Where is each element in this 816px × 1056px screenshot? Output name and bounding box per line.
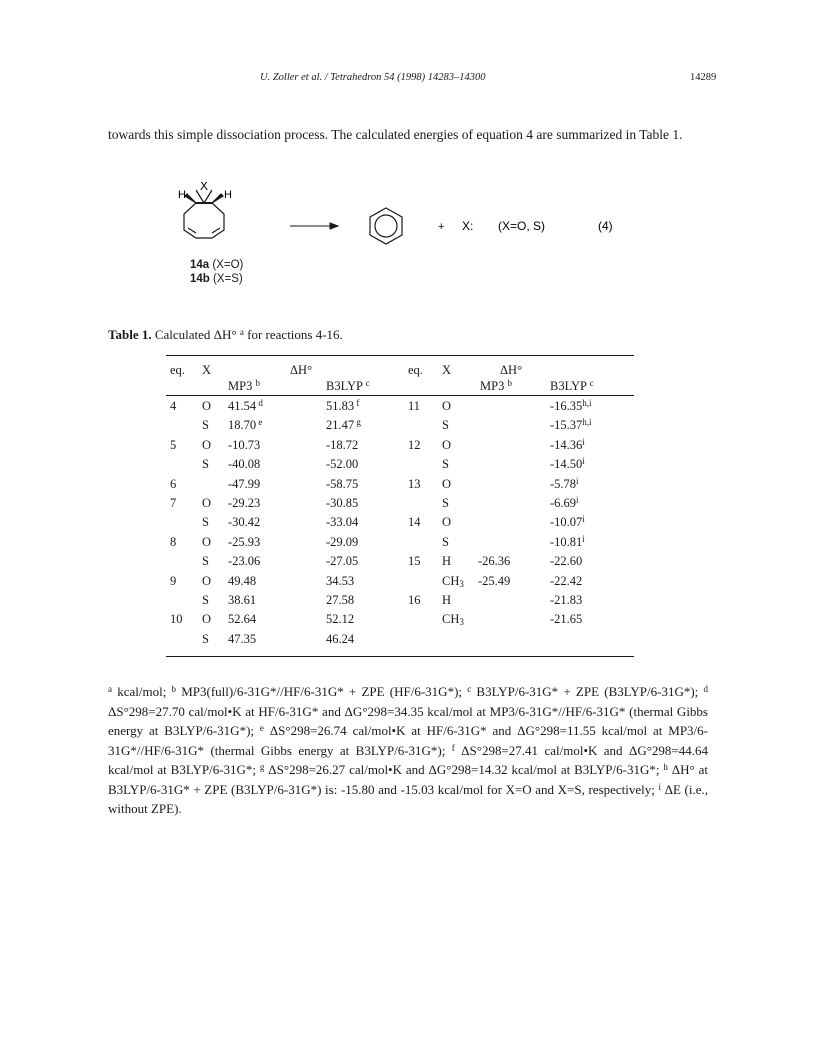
caption-14a: 14a (X=O) xyxy=(190,259,244,271)
cell-b3lyp: -14.36$^i$ xyxy=(550,436,585,452)
cell-x: S xyxy=(202,418,209,433)
cell-eq: 7 xyxy=(170,496,177,510)
header-eq-left: eq. xyxy=(170,363,185,377)
cell-x: S xyxy=(442,418,449,433)
cell-x: H xyxy=(442,593,452,607)
cell-b3lyp: -16.35$^{h,i}$ xyxy=(550,398,592,413)
cell-b3lyp: -21.83 xyxy=(550,593,583,607)
cell-eq: 9 xyxy=(170,573,177,588)
cell-b3lyp: -22.60 xyxy=(550,554,583,569)
cell-x: O xyxy=(202,612,212,627)
header-b3lyp-right: B3LYP $^c$ xyxy=(550,378,594,393)
cell-b3lyp: -6.69$^i$ xyxy=(550,495,579,510)
cell-mp3: 47.35 xyxy=(228,631,257,646)
cell-b3lyp: -58.75 xyxy=(326,476,359,491)
cell-b3lyp: -22.42 xyxy=(550,573,583,588)
cell-mp3: -26.36 xyxy=(478,554,511,569)
header-mp3-right: MP3 $^b$ xyxy=(480,378,512,393)
table-footnotes xyxy=(108,682,708,819)
footnote-d: $^d$ ΔS°298=27.70 cal/mol•K at HF/6-31G* and ΔG°298=34.35 kcal/mol at MP3/6-31G*//HF/6-31G* (thermal Gibbs energy at B3LYP/6-31G*); xyxy=(108,684,708,738)
cell-mp3: 52.64 xyxy=(228,612,257,627)
cell-x: S xyxy=(202,593,209,607)
header-dh-right: ΔH° xyxy=(500,363,523,377)
intro-paragraph: towards this simple dissociation process. The calculated energies of equation 4 are summarized in Table 1. xyxy=(108,127,683,142)
cell-eq: 10 xyxy=(170,612,183,627)
cell-x: O xyxy=(202,496,212,510)
cell-b3lyp: -33.04 xyxy=(326,515,359,530)
header-b3lyp-left: B3LYP $^c$ xyxy=(326,378,370,393)
cell-mp3: -25.49 xyxy=(478,573,511,588)
cell-eq: 13 xyxy=(408,476,421,491)
cell-x: S xyxy=(442,457,449,472)
header-x-left: X xyxy=(202,363,212,377)
plus-sign: + xyxy=(438,221,445,233)
cell-mp3: -23.06 xyxy=(228,554,261,569)
cell-eq: 12 xyxy=(408,437,421,452)
footnote-e: $^e$ ΔS°298=26.74 cal/mol•K at HF/6-31G* and ΔG°298=11.55 kcal/mol at MP3/6-31G*//HF/6-31G* (thermal Gibbs energy at B3LYP/6-31G*); xyxy=(108,723,708,758)
cell-mp3: 38.61 xyxy=(228,593,257,607)
cell-b3lyp: 27.58 xyxy=(326,593,355,607)
cell-b3lyp: -10.07$^i$ xyxy=(550,514,585,530)
compound-captions xyxy=(190,258,243,286)
cell-b3lyp: -21.65 xyxy=(550,612,583,627)
cell-x: O xyxy=(442,437,452,452)
cell-x: $CH_3$ xyxy=(442,573,464,589)
cell-mp3: -25.93 xyxy=(228,534,261,549)
cell-eq: 11 xyxy=(408,399,421,413)
cell-b3lyp: -14.50$^i$ xyxy=(550,456,585,472)
cell-b3lyp: -29.09 xyxy=(326,534,359,549)
footnote-f: $^f$ ΔS°298=27.41 cal/mol•K and ΔG°298=44.64 kcal/mol at B3LYP/6-31G*; xyxy=(108,742,708,777)
cell-mp3: -40.08 xyxy=(228,457,261,472)
cell-x: H xyxy=(442,554,452,569)
cell-b3lyp: 52.12 xyxy=(326,612,355,627)
benzene-structure xyxy=(370,208,402,244)
cell-x: O xyxy=(442,399,452,413)
cell-x: $CH_3$ xyxy=(442,612,464,628)
cell-b3lyp: -52.00 xyxy=(326,457,359,472)
footnote-c: $^c$ B3LYP/6-31G* + ZPE (B3LYP/6-31G*); xyxy=(467,684,704,699)
cell-mp3: -47.99 xyxy=(228,476,261,491)
cell-eq: 14 xyxy=(408,515,421,530)
cell-mp3: 18.70 $^e$ xyxy=(228,417,263,433)
cell-eq: 15 xyxy=(408,554,421,569)
footnote-b: $^b$ MP3(full)/6-31G*//HF/6-31G* + ZPE (HF/6-31G*); xyxy=(171,684,468,699)
cell-x: O xyxy=(442,515,452,530)
footnote-a: $^a$ kcal/mol; xyxy=(108,684,172,699)
cell-x: S xyxy=(442,496,449,510)
cell-eq: 6 xyxy=(170,476,177,491)
page-number: 14289 xyxy=(690,72,717,83)
cell-b3lyp: 46.24 xyxy=(326,631,355,646)
table-title: Table 1. Calculated ΔH° $^a$ for reactions 4-16. xyxy=(108,327,343,342)
cell-b3lyp: 34.53 xyxy=(326,573,355,588)
table-top-rule xyxy=(166,355,634,356)
footnote-i: $^i$ ΔE (i.e., without ZPE). xyxy=(108,781,708,816)
cell-x: O xyxy=(202,534,212,549)
running-title: U. Zoller et al. / Tetrahedron 54 (1998) 14283–14300 xyxy=(260,72,486,83)
cell-x: O xyxy=(202,437,212,452)
reaction-arrow xyxy=(290,223,338,229)
cell-b3lyp: -27.05 xyxy=(326,554,359,569)
x-atom-label: X xyxy=(199,182,209,193)
cell-eq: 16 xyxy=(408,593,421,607)
cell-eq: 5 xyxy=(170,437,177,452)
cell-mp3: 49.48 xyxy=(228,573,257,588)
cell-mp3: -10.73 xyxy=(228,437,261,452)
cell-b3lyp: -18.72 xyxy=(326,437,359,452)
cell-mp3: 41.54 $^d$ xyxy=(228,398,263,413)
x-product: X: xyxy=(462,219,474,233)
cell-b3lyp: -5.78$^i$ xyxy=(550,475,579,491)
cell-eq: 8 xyxy=(170,534,177,549)
condition-label: (X=O, S) xyxy=(498,219,546,233)
h-right-label: H xyxy=(224,189,232,201)
cell-b3lyp: -15.37$^{h,i}$ xyxy=(550,417,592,433)
cell-b3lyp: -30.85 xyxy=(326,496,359,510)
running-header xyxy=(0,72,816,88)
cell-b3lyp: 51.83 $^f$ xyxy=(326,398,360,413)
cell-x: S xyxy=(202,631,209,646)
header-dh-left: ΔH° xyxy=(290,363,313,377)
cell-x: S xyxy=(202,554,209,569)
benzene-oxide-structure xyxy=(184,190,224,238)
cell-mp3: -30.42 xyxy=(228,515,261,530)
caption-14b: 14b (X=S) xyxy=(190,273,243,285)
cell-eq: 4 xyxy=(170,399,177,413)
cell-mp3: -29.23 xyxy=(228,496,261,510)
h-left-label: H xyxy=(178,189,186,201)
cell-x: O xyxy=(202,399,212,413)
header-eq-right: eq. xyxy=(408,363,423,377)
table-header-rule xyxy=(166,395,634,396)
cell-x: S xyxy=(202,457,209,472)
table-bottom-rule xyxy=(166,656,634,657)
data-table xyxy=(166,355,634,660)
cell-x: S xyxy=(442,534,449,549)
header-x-right: X xyxy=(442,363,452,377)
cell-x: S xyxy=(202,515,209,530)
footnote-g: $^g$ ΔS°298=26.27 cal/mol•K and ΔG°298=14.32 kcal/mol at B3LYP/6-31G*; xyxy=(259,762,664,777)
header-mp3-left: MP3 $^b$ xyxy=(228,378,260,393)
cell-b3lyp: 21.47 $^g$ xyxy=(326,417,361,433)
cell-x: O xyxy=(202,573,212,588)
cell-x: O xyxy=(442,476,452,491)
cell-b3lyp: -10.81$^i$ xyxy=(550,533,585,549)
equation-number: (4) xyxy=(598,219,613,233)
footnote-h: $^h$ ΔH° at B3LYP/6-31G* + ZPE (B3LYP/6-31G*) is: -15.80 and -15.03 kcal/mol for X=O and X=S, respectively; xyxy=(108,762,708,797)
